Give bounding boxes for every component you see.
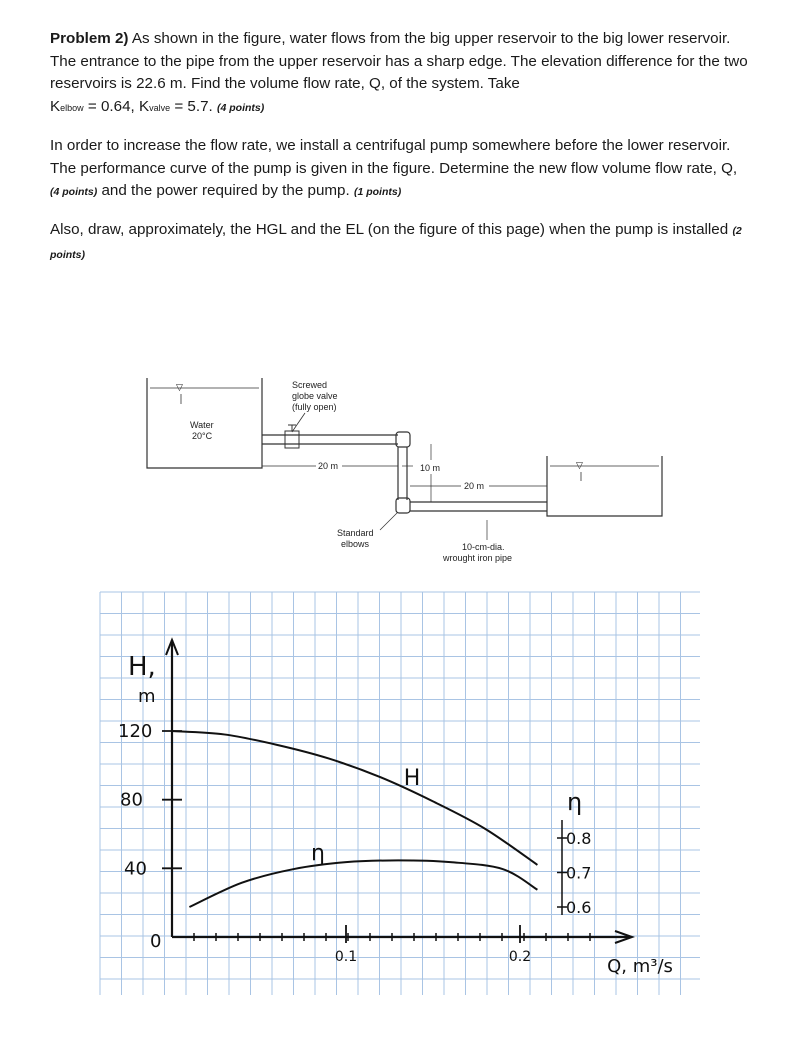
paragraph-2-text-b: and the power required by the pump. [101, 182, 350, 199]
points-note-2b: (1 points) [353, 186, 402, 198]
k-valve-label: K [138, 97, 150, 115]
valve-label-2: globe valve [292, 391, 338, 401]
eta-tick-label-0.6: 0.6 [566, 898, 592, 917]
k-elbow-label: K [50, 97, 61, 115]
paragraph-3-text: Also, draw, approximately, the HGL and the EL (on the figure of this page) when the pump is installed [50, 221, 729, 238]
water-label-2: 20°C [192, 431, 213, 441]
y-tick-label-80: 80 [120, 789, 143, 811]
head-curve-label: H [403, 766, 421, 791]
eta-curve-label: η [311, 841, 325, 866]
k-elbow-value: = 0.64, [83, 97, 139, 115]
x-tick-label: 0.1 [334, 949, 358, 965]
efficiency-curve [189, 860, 537, 907]
eta-tick-label-0.7: 0.7 [566, 863, 592, 883]
lower-water-symbol: ▽ [576, 460, 583, 470]
upper-water-symbol: ▽ [176, 382, 183, 392]
valve-label-1: Screwed [292, 380, 328, 390]
water-label-1: Water [190, 420, 214, 430]
elbows-label-2: elbows [341, 539, 370, 549]
paragraph-2-text-a: In order to increase the flow rate, we install a centrifugal pump somewhere before the lower reservoir. The performance curve of the pump is given in the figure. Determine the new flow volume flow rate, Q, [50, 137, 738, 177]
grid-paper [100, 592, 700, 995]
eta-tick-label-0.8: 0.8 [566, 829, 592, 848]
y-tick-label-40: 40 [124, 858, 147, 880]
dim-10m: 10 m [420, 463, 441, 473]
points-note-3: (2 points) [50, 225, 742, 261]
y-tick-label-120: 120 [118, 721, 153, 742]
y-axis-label-unit: m [138, 686, 156, 707]
paragraph-1-text: As shown in the figure, water flows from the big upper reservoir to the big lower reservoir. The entrance to the pipe from the upper reservoir has a sharp edge. The elevation difference for the two reservoirs is 22.6 m. Find the volume flow rate, Q, of the system. Take [50, 30, 748, 92]
k-valve-sub: valve [149, 102, 171, 113]
pipe-label-1: 10-cm-dia. [462, 542, 505, 552]
dim-20m-b: 20 m [464, 481, 485, 491]
points-note-1: (4 points) [217, 101, 265, 114]
x-tick-label: 0.2 [508, 949, 532, 965]
elbows-label-1: Standard [337, 528, 374, 538]
dim-20m-a: 20 m [318, 461, 339, 471]
pipe-label-2: wrought iron pipe [443, 553, 513, 563]
eta-axis-label: η [567, 788, 583, 816]
valve-label-3: (fully open) [292, 402, 337, 412]
k-elbow-sub: elbow [60, 102, 84, 113]
head-curve [172, 731, 537, 865]
y-axis-label-h: H, [128, 652, 156, 682]
points-note-2a: (4 points) [50, 186, 98, 198]
chart-axes [162, 640, 632, 943]
problem-title: Problem 2) [50, 30, 129, 47]
y-tick-label-0: 0 [150, 931, 162, 952]
x-axis-label: Q, m³/s [607, 956, 673, 977]
k-valve-value: = 5.7. [170, 97, 213, 115]
